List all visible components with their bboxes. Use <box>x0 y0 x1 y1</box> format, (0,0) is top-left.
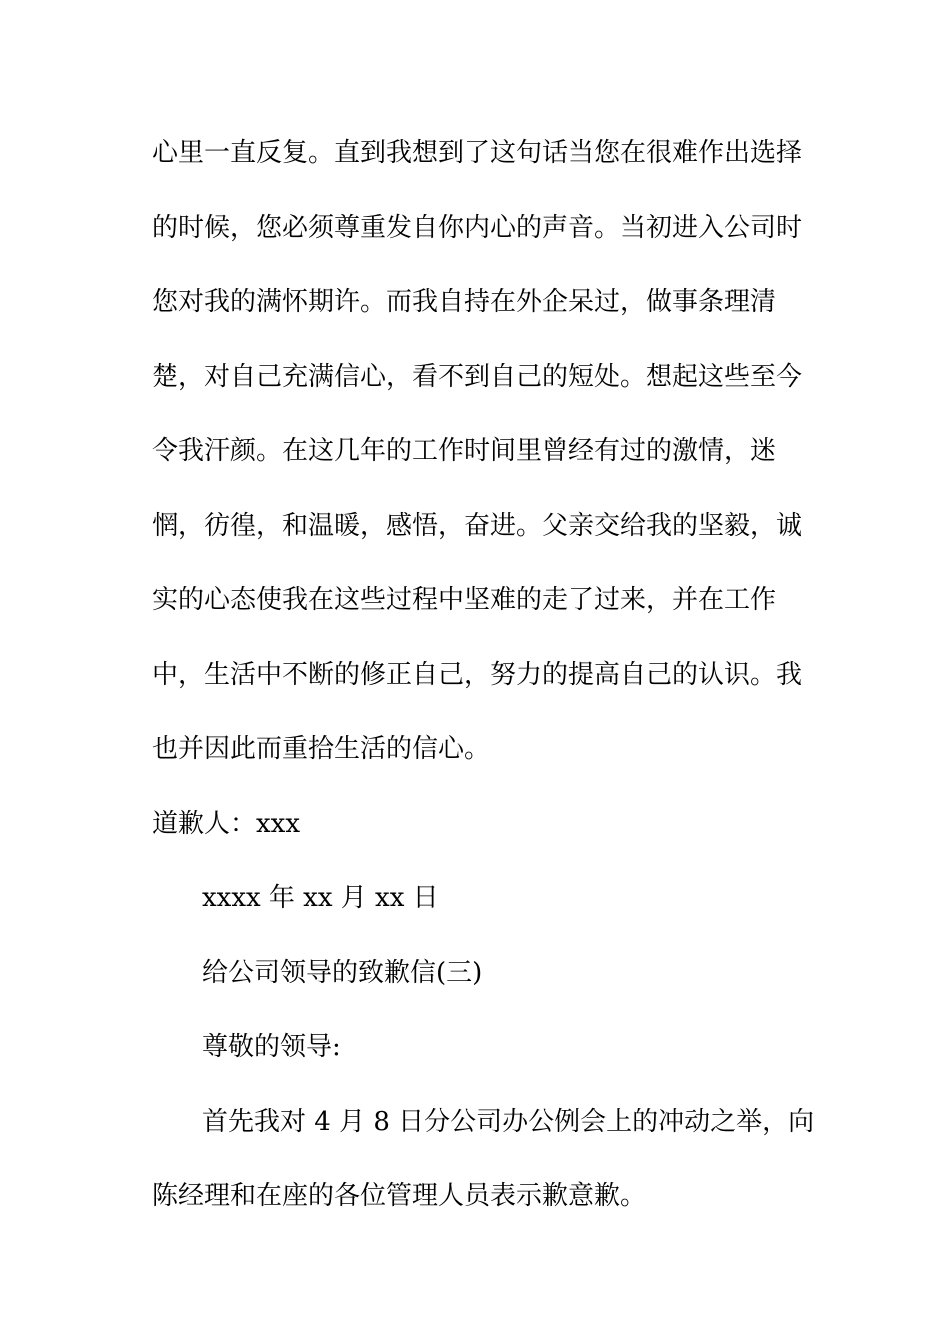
paragraph-line: 实的心态使我在这些过程中坚难的走了过来，并在工作 <box>152 585 777 615</box>
signature: 道歉人：xxx <box>152 809 300 839</box>
body-line: 首先我对 4 月 8 日分公司办公例会上的冲动之举，向 <box>202 1107 815 1137</box>
letter-title: 给公司领导的致歉信(三) <box>202 958 483 988</box>
paragraph-line: 也并因此而重拾生活的信心。 <box>152 734 491 764</box>
date-line: xxxx 年 xx 月 xx 日 <box>202 883 439 913</box>
paragraph-line: 心里一直反复。直到我想到了这句话当您在很难作出选择 <box>152 138 803 168</box>
paragraph-line: 惘，彷徨，和温暖，感悟，奋进。父亲交给我的坚毅，诚 <box>152 511 803 541</box>
paragraph-line: 令我汗颜。在这几年的工作时间里曾经有过的激情，迷 <box>152 436 777 466</box>
body-line: 陈经理和在座的各位管理人员表示歉意歉。 <box>152 1181 647 1211</box>
salutation: 尊敬的领导: <box>202 1032 341 1062</box>
paragraph-line: 您对我的满怀期许。而我自持在外企呆过，做事条理清 <box>152 287 777 317</box>
paragraph-line: 中，生活中不断的修正自己，努力的提高自己的认识。我 <box>152 660 803 690</box>
paragraph-line: 的时候，您必须尊重发自你内心的声音。当初进入公司时 <box>152 213 803 243</box>
paragraph-line: 楚，对自己充满信心，看不到自己的短处。想起这些至今 <box>152 362 803 392</box>
